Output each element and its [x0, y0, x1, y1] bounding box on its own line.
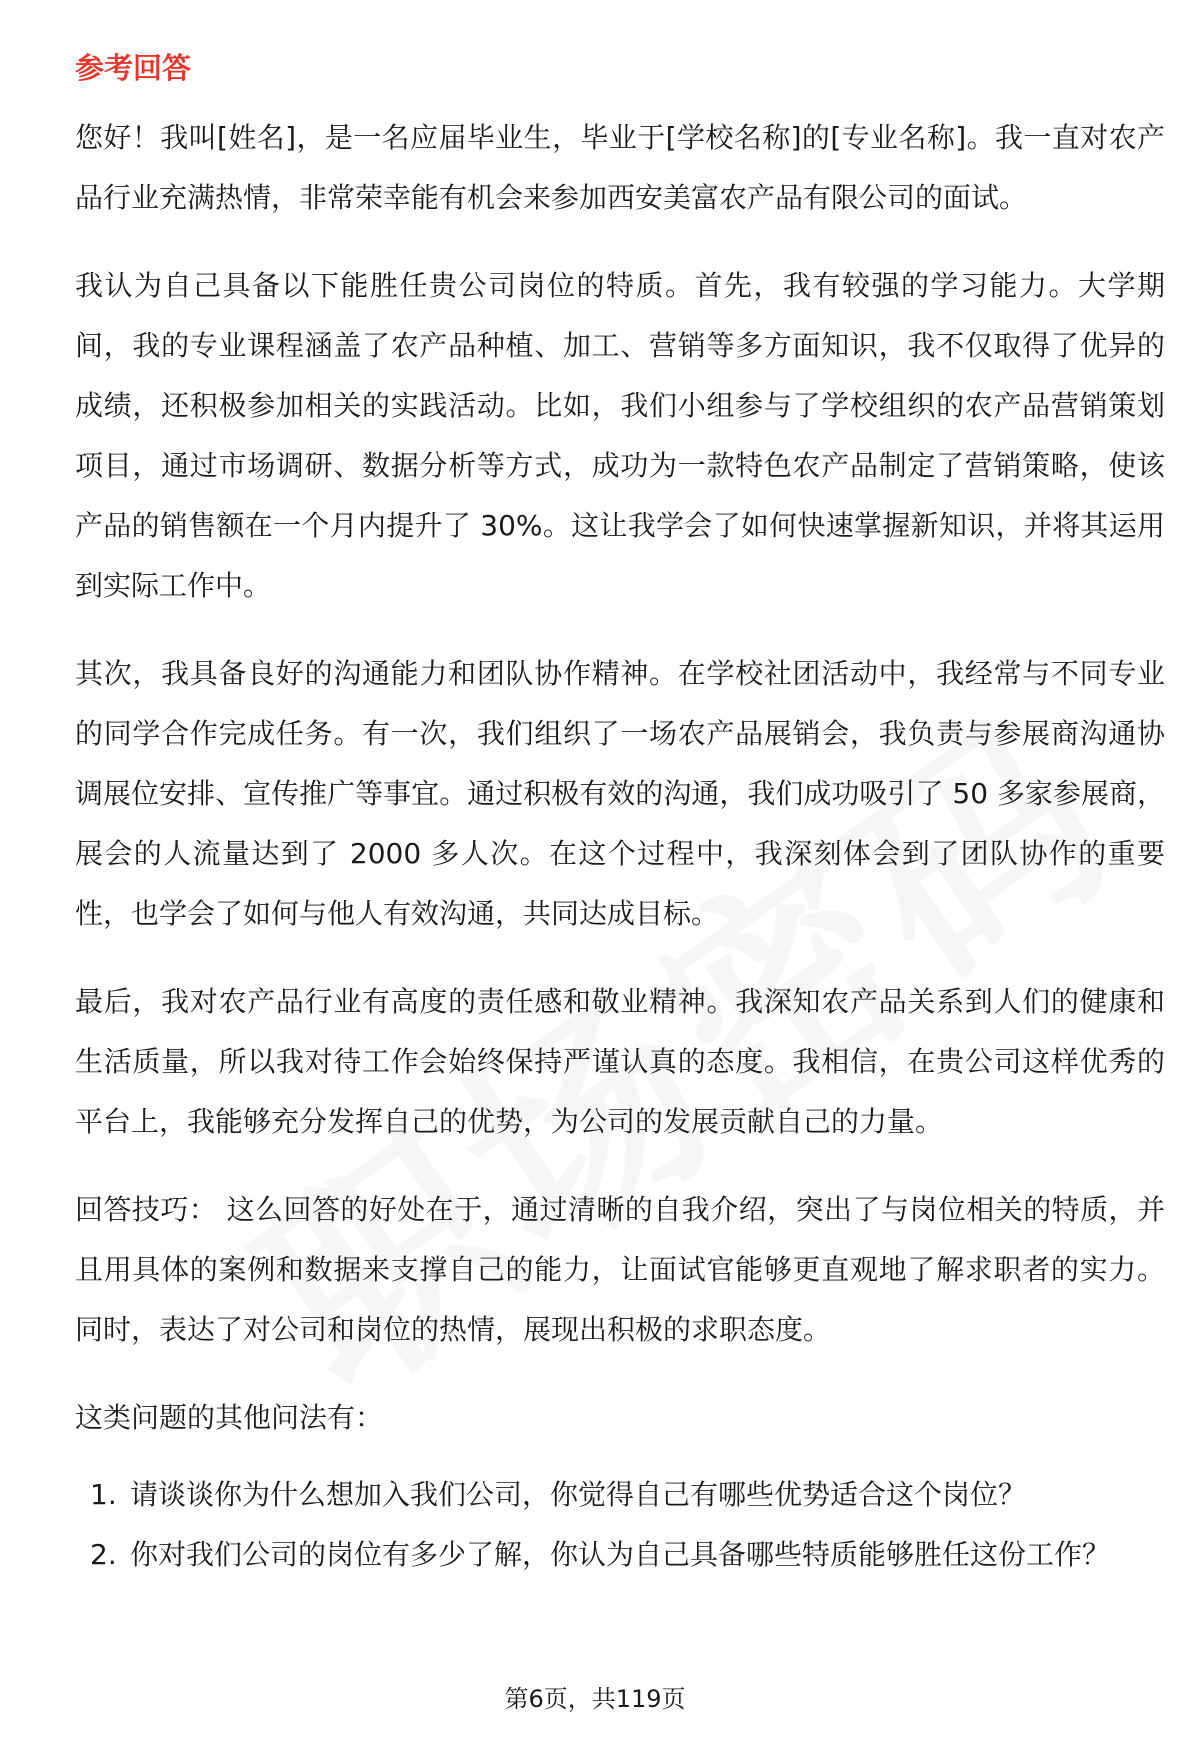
paragraph-learning: 我认为自己具备以下能胜任贵公司岗位的特质。首先，我有较强的学习能力。大学期间，我的专业课程涵盖了农产品种植、加工、营销等多方面知识，我不仅取得了优异的成绩，还积极参加相关的实践活动。比如，我们小组参与了学校组织的农产品营销策划项目，通过市场调研、数据分析等方式，成功为一款特色农产品制定了营销策略，使该产品的销售额在一个月内提升了 30%。这让我学会了如何快速掌握新知识，并将其运用到实际工作中。 [75, 269, 1165, 602]
list-item-text: 请谈谈你为什么想加入我们公司，你觉得自己有哪些优势适合这个岗位？ [130, 1478, 1027, 1511]
list-item-number: 2. [90, 1538, 117, 1571]
content-area [75, 48, 1165, 1586]
page-footer: 第6页，共119页 [504, 1685, 686, 1713]
other-questions-title: 这类问题的其他问法有： [75, 1401, 384, 1434]
other-questions-list [75, 1466, 1165, 1584]
answer-tips: 回答技巧： 这么回答的好处在于，通过清晰的自我介绍，突出了与岗位相关的特质，并且用具体的案例和数据来支撑自己的能力，让面试官能够更直观地了解求职者的实力。同时，表达了对公司和岗位的热情，展现出积极的求职态度。 [75, 1193, 1165, 1346]
paragraph-communication: 其次，我具备良好的沟通能力和团队协作精神。在学校社团活动中，我经常与不同专业的同学合作完成任务。有一次，我们组织了一场农产品展销会，我负责与参展商沟通协调展位安排、宣传推广等事宜。通过积极有效的沟通，我们成功吸引了 50 多家参展商，展会的人流量达到了 2000 多人次。在这个过程中，我深刻体会到了团队协作的重要性，也学会了如何与他人有效沟通，共同达成目标。 [75, 657, 1165, 930]
paragraph-responsibility: 最后，我对农产品行业有高度的责任感和敬业精神。我深知农产品关系到人们的健康和生活质量，所以我对待工作会始终保持严谨认真的态度。我相信，在贵公司这样优秀的平台上，我能够充分发挥自己的优势，为公司的发展贡献自己的力量。 [75, 985, 1165, 1138]
list-item [75, 1466, 1165, 1524]
list-item-number: 1. [90, 1478, 117, 1511]
paragraph-intro: 您好！我叫[姓名]，是一名应届毕业生，毕业于[学校名称]的[专业名称]。我一直对农产品行业充满热情，非常荣幸能有机会来参加西安美富农产品有限公司的面试。 [75, 121, 1165, 214]
list-item [75, 1526, 1165, 1584]
list-item-text: 你对我们公司的岗位有多少了解，你认为自己具备哪些特质能够胜任这份工作？ [130, 1538, 1111, 1571]
section-title: 参考回答 [75, 51, 192, 85]
